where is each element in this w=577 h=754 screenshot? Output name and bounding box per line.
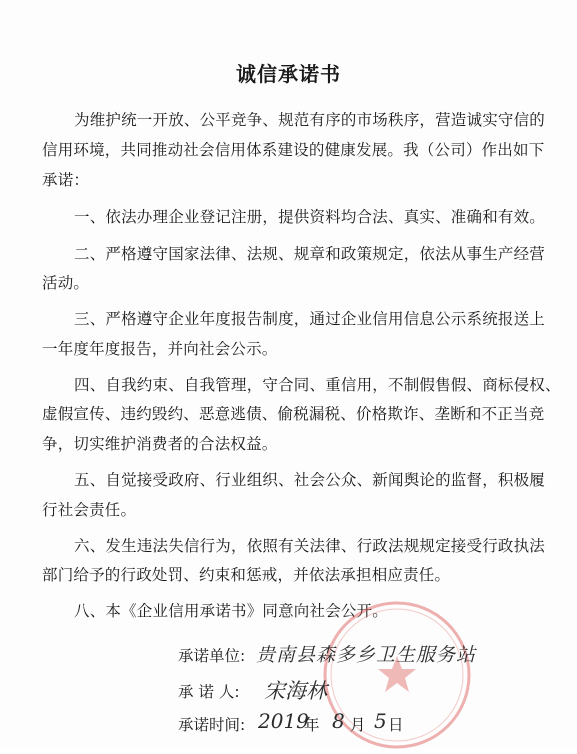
signature-date-day-unit: 日 xyxy=(388,716,404,734)
paragraph-line: 争，切实维护消费者的合法权益。 xyxy=(42,435,278,453)
signature-unit-handwriting: 贵南县森多乡卫生服务站 xyxy=(256,644,477,666)
paragraph-line: 一年度年度报告，并向社会公示。 xyxy=(42,340,278,358)
paragraph-line: 二、严格遵守国家法律、法规、规章和政策规定，依法从事生产经营 xyxy=(74,245,546,263)
paragraph-line: 三、严格遵守企业年度报告制度，通过企业信用信息公示系统报送上 xyxy=(74,310,546,328)
document-title: 诚信承诺书 xyxy=(236,62,341,86)
paragraph-line: 四、自我约束、自我管理，守合同、重信用，不制假售假、商标侵权、 xyxy=(74,376,561,394)
signature-person-label: 承 诺 人: xyxy=(178,683,240,701)
paragraph-line: 行社会责任。 xyxy=(42,501,137,519)
paragraph-line: 一、依法办理企业登记注册，提供资料均合法、真实、准确和有效。 xyxy=(74,208,546,226)
signature-unit-row xyxy=(178,646,245,666)
signature-person-row xyxy=(178,682,240,702)
paragraph-line: 部门给予的行政处罚、约束和惩戒，并依法承担相应责任。 xyxy=(42,566,451,584)
signature-person-handwriting: 宋海林 xyxy=(264,679,327,703)
signature-date-month: 8 xyxy=(332,709,345,733)
paragraph-line: 为维护统一开放、公平竞争、规范有序的市场秩序，营造诚实守信的 xyxy=(74,111,546,129)
signature-date-row xyxy=(178,715,245,735)
signature-date-year-unit: 年 xyxy=(304,716,320,734)
paragraph-line: 六、发生违法失信行为，依照有关法律、行政法规规定接受行政执法 xyxy=(74,537,546,555)
signature-date-month-unit: 月 xyxy=(350,716,366,734)
paragraph-line: 活动。 xyxy=(42,274,90,292)
paragraph-line: 五、自觉接受政府、行业组织、社会公众、新闻舆论的监督，积极履 xyxy=(74,471,546,489)
paragraph-line: 八、本《企业信用承诺书》同意向社会公开。 xyxy=(74,602,389,620)
signature-unit-label: 承诺单位: xyxy=(178,647,246,665)
paragraph-line: 信用环境，共同推动社会信用体系建设的健康发展。我（公司）作出如下 xyxy=(42,141,545,159)
signature-date-year: 2019 xyxy=(258,709,309,733)
signature-date-day: 5 xyxy=(374,709,387,733)
signature-date-label: 承诺时间: xyxy=(178,716,246,734)
paragraph-line: 虚假宣传、违约毁约、恶意逃债、偷税漏税、价格欺诈、垄断和不正当竞 xyxy=(42,405,545,423)
paragraph-line: 承诺： xyxy=(42,171,90,189)
